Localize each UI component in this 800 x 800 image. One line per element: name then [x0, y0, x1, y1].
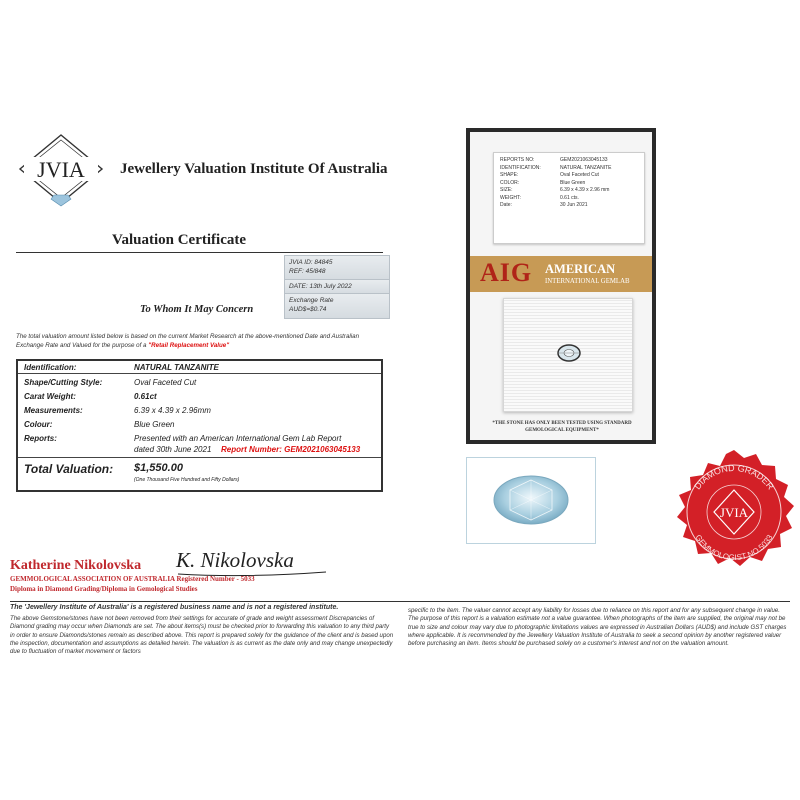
aig-row-label: SIZE:: [500, 187, 513, 193]
aig-labels: [500, 157, 558, 210]
row-label: Carat Weight:: [24, 392, 76, 401]
gem-photo-frame: [466, 457, 596, 544]
aig-row-label: SHAPE:: [500, 172, 519, 178]
total-valuation-value: $1,550.00: [134, 462, 183, 474]
intro-body: The total valuation amount listed below is based on the current Market Research at the above-mentioned Date and Australian Exchange Rate and Valued for the purpose of a: [16, 333, 360, 349]
seal-top-text: DIAMOND GRADER: [692, 462, 776, 492]
aig-row-label: IDENTIFICATION:: [500, 164, 541, 171]
exchange-value: AUD$=$0.74: [289, 306, 327, 313]
aig-row-label: REPORTS NO:: [500, 157, 535, 163]
valuer-name: Katherine Nikolovska: [10, 558, 142, 573]
capsule-gem-icon: [556, 343, 582, 363]
aig-row-value: 0.61 cts.: [560, 194, 579, 201]
row-value: Oval Faceted Cut: [134, 378, 197, 387]
disclaimer-left: The above Gemstone/stones have not been removed from their settings for accurate of grade and weight assessment Discrepancies of Diamond grading may occur when Diamonds are set. The about items(s) must be checked prior to forwarding this valuation to any third party in order to ensure Diamonds/stones remain as described above. This report is prepared solely for the guidance of the client and is based upon the inspection, documentation and assumptions as detailed herein. The valuation is as current as the date only and may change unexpectedly due to fluctuation of market movement or factors: [10, 615, 394, 656]
aig-row-label: COLOR:: [500, 179, 520, 186]
aig-row-value: 30 Jun 2021: [560, 202, 588, 208]
row-label: Colour:: [24, 420, 53, 429]
diploma-line: Diploma in Diamond Grading/Diploma in Gemological Studies: [10, 585, 198, 593]
meta-exchange-box: [284, 293, 390, 319]
total-valuation-words: (One Thousand Five Hundred and Fifty Dollars): [134, 477, 240, 483]
title-divider: [16, 252, 383, 253]
valuation-table: [16, 359, 383, 492]
aig-row-value: Oval Faceted Cut: [560, 172, 599, 178]
aig-brand-subtitle: INTERNATIONAL GEMLAB: [545, 278, 630, 285]
table-divider: [18, 457, 381, 458]
jvia-seal: [668, 448, 800, 578]
aig-logo-letters: AIG: [480, 258, 533, 287]
certificate-title: Valuation Certificate: [112, 232, 247, 248]
meta-id-box: [284, 255, 390, 281]
logo-text: JVIA: [37, 157, 85, 182]
seal-center-text: JVIA: [719, 505, 749, 520]
registration-line: GEMMOLOGICAL ASSOCIATION OF AUSTRALIA Registered Number - 5033: [10, 575, 255, 583]
disclaimer-right: specific to the item. The valuer cannot accept any liability for losses due to reliance on this report and for any subsequent change in value. The purpose of this report is a valuation estimate not a value guarantee. When photographs of the item are supplied, the original may not be true to size and colour may vary due to photographic limitations values are expressed in Australian Dollars (AUD$) and include GST charges where applicable. It is recommended by the Jewellery Valuation Institute of Australia to seek a second opinion by another registered valuer before purchasing an item. Items should be purchased solely on a customer's interest and not on the valuation amount.: [408, 607, 787, 648]
aig-row-value: NATURAL TANZANITE: [560, 164, 612, 171]
row-value: 0.61ct: [134, 392, 157, 401]
report-number: Report Number: GEM2021063045133: [221, 445, 361, 454]
row-label: Shape/Cutting Style:: [24, 378, 103, 387]
aig-data-panel: [493, 152, 645, 244]
aig-row-label: Date:: [500, 202, 512, 208]
jvia-logo: [16, 133, 106, 207]
table-divider: [18, 373, 381, 374]
aig-values: [560, 157, 642, 210]
row-value: NATURAL TANZANITE: [134, 363, 219, 372]
aig-row-value: Blue Green: [560, 179, 586, 186]
valuation-purpose: "Retail Replacement Value": [148, 341, 230, 349]
tanzanite-gem-icon: [492, 474, 570, 526]
aig-brand-title: AMERICAN: [545, 262, 616, 276]
jvia-id: JVIA ID: 84845: [289, 259, 333, 266]
row-value: 6.39 x 4.39 x 2.96mm: [134, 406, 211, 415]
org-name: Jewellery Valuation Institute Of Australia: [120, 161, 388, 177]
aig-row-value: GEM2021063045133: [560, 157, 608, 163]
disclaimer-heading: The 'Jewellery Institute of Australia' is a registered business name and is not a registered institute.: [10, 604, 339, 611]
ref-number: REF: 45/848: [289, 268, 326, 275]
intro-text: [16, 333, 386, 350]
aig-row-label: WEIGHT:: [500, 194, 521, 201]
signature-text: K. Nikolovska: [176, 548, 294, 572]
valuation-date: DATE: 13th July 2022: [289, 283, 352, 290]
seal-bottom-text: GEMMOLOGIST NO.5033: [693, 533, 775, 563]
gem-capsule: [503, 298, 633, 412]
row-label: Reports:: [24, 434, 57, 443]
report-date: dated 30th June 2021: [134, 445, 212, 454]
exchange-label: Exchange Rate: [289, 297, 334, 304]
salutation: To Whom It May Concern: [140, 304, 254, 315]
row-label: Identification:: [24, 363, 77, 372]
row-label: Measurements:: [24, 406, 83, 415]
row-value: Presented with an American International Gem Lab Report: [134, 434, 342, 443]
row-value: Blue Green: [134, 420, 175, 429]
aig-testing-note: *THE STONE HAS ONLY BEEN TESTED USING STANDARD GEMOLOGICAL EQUIPMENT*: [492, 421, 632, 433]
footer-divider: [10, 601, 790, 602]
aig-row-value: 6.39 x 4.39 x 2.96 mm: [560, 187, 610, 193]
total-valuation-label: Total Valuation:: [24, 462, 114, 476]
